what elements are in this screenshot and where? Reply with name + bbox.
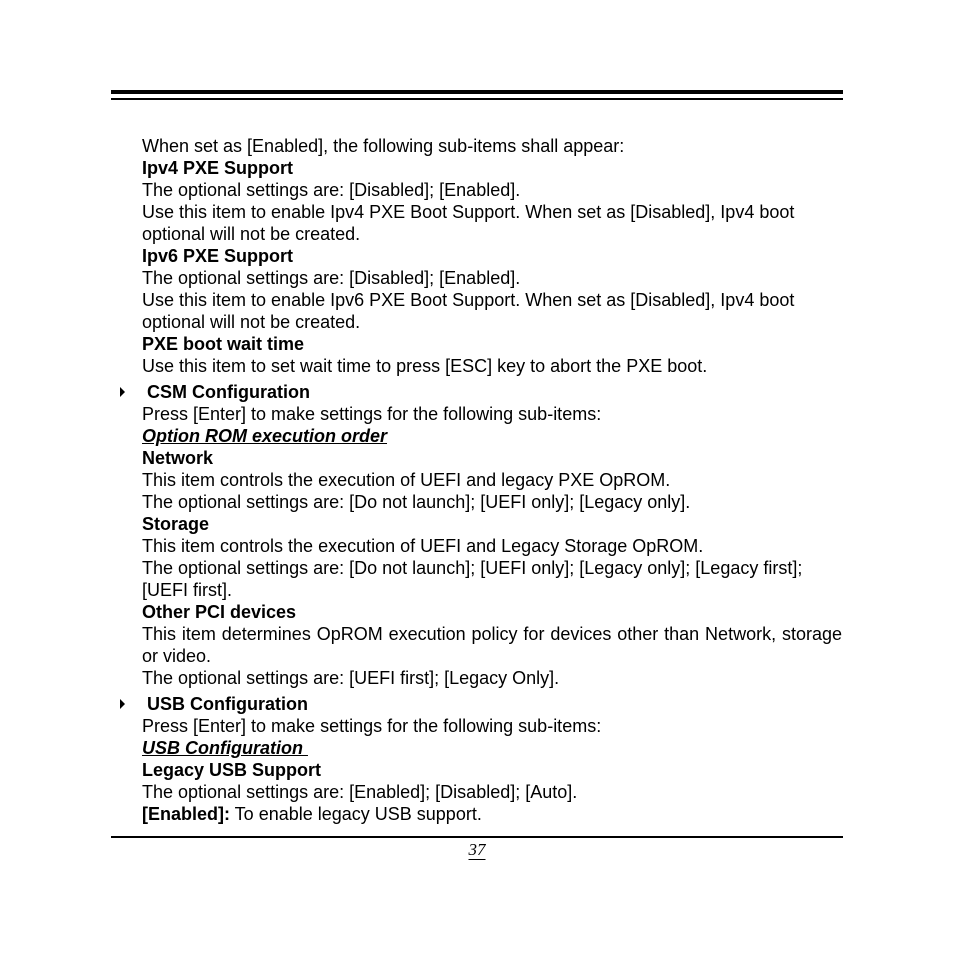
legacy-usb-options: The optional settings are: [Enabled]; [Disabled]; [Auto]. <box>142 782 578 802</box>
enabled-label: [Enabled]: <box>142 804 230 824</box>
csm-title: CSM Configuration <box>147 382 310 402</box>
footer-rule <box>111 836 843 838</box>
page-number: 37 <box>468 840 486 859</box>
storage-title: Storage <box>142 514 210 534</box>
ipv6-pxe-title: Ipv6 PXE Support <box>142 246 294 266</box>
csm-press: Press [Enter] to make settings for the following sub-items: <box>142 404 602 424</box>
pxe-intro: When set as [Enabled], the following sub-items shall appear: <box>142 136 625 156</box>
header-rule-thick <box>111 90 843 94</box>
pxe-wait-title: PXE boot wait time <box>142 334 305 354</box>
storage-description: This item controls the execution of UEFI and Legacy Storage OpROM. <box>142 536 704 556</box>
header-rule-thin <box>111 98 843 100</box>
pxe-wait-description: Use this item to set wait time to press [ESC] key to abort the PXE boot. <box>142 356 708 376</box>
other-pci-options: The optional settings are: [UEFI first]; [Legacy Only]. <box>142 668 560 688</box>
storage-options: The optional settings are: [Do not launch]; [UEFI only]; [Legacy only]; [Legacy first]; [UEFI first]. <box>142 558 803 600</box>
usb-press: Press [Enter] to make settings for the following sub-items: <box>142 716 602 736</box>
usb-section-heading <box>142 693 842 715</box>
enabled-description: To enable legacy USB support. <box>230 804 482 824</box>
legacy-usb-title: Legacy USB Support <box>142 760 322 780</box>
csm-subheading: Option ROM execution order <box>142 426 388 446</box>
usb-title: USB Configuration <box>147 694 308 714</box>
network-title: Network <box>142 448 214 468</box>
other-pci-description: This item determines OpROM execution policy for devices other than Network, storage or video. <box>142 624 842 666</box>
ipv4-pxe-options: The optional settings are: [Disabled]; [Enabled]. <box>142 180 521 200</box>
ipv6-pxe-options: The optional settings are: [Disabled]; [Enabled]. <box>142 268 521 288</box>
network-description: This item controls the execution of UEFI and legacy PXE OpROM. <box>142 470 671 490</box>
bullet-arrow-icon <box>120 387 125 397</box>
ipv4-pxe-description: Use this item to enable Ipv4 PXE Boot Support. When set as [Disabled], Ipv4 boot optional will not be created. <box>142 202 795 244</box>
page-content <box>142 135 842 825</box>
usb-subheading: USB Configuration <box>142 738 308 758</box>
legacy-usb-enabled-line <box>142 803 842 825</box>
network-options: The optional settings are: [Do not launch]; [UEFI only]; [Legacy only]. <box>142 492 691 512</box>
other-pci-title: Other PCI devices <box>142 602 297 622</box>
bullet-arrow-icon <box>120 699 125 709</box>
csm-section-heading <box>142 381 842 403</box>
ipv6-pxe-description: Use this item to enable Ipv6 PXE Boot Support. When set as [Disabled], Ipv4 boot optional will not be created. <box>142 290 795 332</box>
ipv4-pxe-title: Ipv4 PXE Support <box>142 158 294 178</box>
